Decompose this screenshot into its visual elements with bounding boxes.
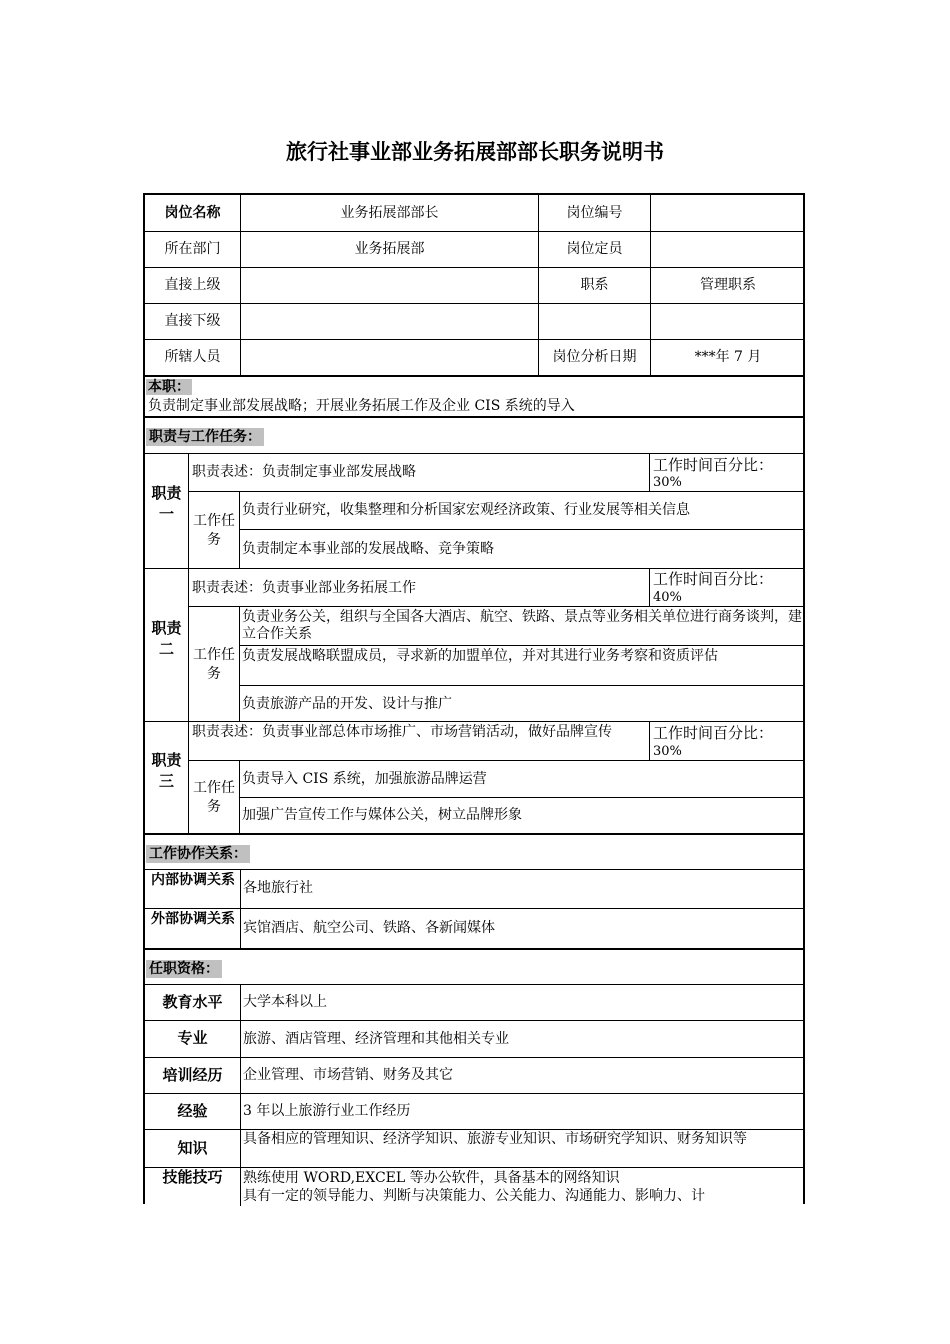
superior-label: 直接上级 — [164, 276, 221, 293]
duties-header: 职责与工作任务： — [146, 428, 264, 446]
analysis-date-value: ***年 7 月 — [694, 348, 762, 365]
education-label: 教育水平 — [162, 992, 223, 1011]
internal-relations-label: 内部协调关系 — [151, 872, 235, 888]
staff-value — [241, 339, 538, 375]
department-label: 所在部门 — [164, 240, 221, 257]
duty-2-task-1: 负责业务公关，组织与全国各大酒店、航空、铁路、景点等业务相关单位进行商务谈判，建立合作关系 — [242, 609, 802, 642]
position-no-label: 岗位编号 — [566, 204, 623, 221]
subordinate-value — [241, 303, 538, 339]
training-label: 培训经历 — [162, 1065, 223, 1084]
duty-1-name: 职责一 — [151, 484, 182, 523]
duty-1-statement: 职责表述：负责制定事业部发展战略 — [192, 464, 416, 480]
external-relations-label: 外部协调关系 — [151, 911, 235, 927]
duty-2-name: 职责二 — [151, 619, 182, 658]
department-value: 业务拓展部 — [354, 240, 425, 257]
subordinate-label: 直接下级 — [164, 312, 221, 329]
summary-text: 负责制定事业部发展战略；开展业务拓展工作及企业 CIS 系统的导入 — [148, 398, 575, 414]
duty-2-statement: 职责表述：负责事业部业务拓展工作 — [192, 580, 416, 596]
duty-1-task-label: 工作任务 — [193, 513, 235, 548]
job-description-table — [143, 193, 805, 1204]
duty-2-task-2: 负责发展战略联盟成员，寻求新的加盟单位，并对其进行业务考察和资质评估 — [242, 648, 718, 664]
staff-label: 所辖人员 — [164, 348, 221, 365]
duty-1-time-label: 工作时间百分比： — [653, 456, 774, 474]
major-label: 专业 — [177, 1029, 208, 1047]
series-value: 管理职系 — [700, 276, 756, 293]
qualifications-header: 任职资格： — [146, 960, 222, 978]
summary-label: 本职： — [148, 379, 190, 395]
knowledge-value: 具备相应的管理知识、经济学知识、旅游专业知识、市场研究学知识、财务知识等 — [243, 1131, 747, 1147]
skills-label: 技能技巧 — [162, 1169, 223, 1186]
duty-3-statement: 职责表述：负责事业部总体市场推广、市场营销活动，做好品牌宣传 — [192, 724, 612, 740]
knowledge-label: 知识 — [177, 1138, 208, 1157]
duty-2-time-value: 40% — [653, 590, 682, 605]
skills-line-2: 具有一定的领导能力、判断与决策能力、公关能力、沟通能力、影响力、计 — [243, 1188, 705, 1204]
experience-value: 3 年以上旅游行业工作经历 — [243, 1103, 411, 1119]
training-value: 企业管理、市场营销、财务及其它 — [243, 1067, 453, 1083]
duty-3-time-label: 工作时间百分比： — [653, 724, 774, 742]
external-relations-value: 宾馆酒店、航空公司、铁路、各新闻媒体 — [243, 920, 495, 936]
document-title: 旅行社事业部业务拓展部部长职务说明书 — [286, 140, 664, 164]
duty-2-time-label: 工作时间百分比： — [653, 570, 774, 588]
experience-label: 经验 — [177, 1101, 208, 1120]
relations-header: 工作协作关系： — [146, 845, 250, 863]
duty-3-task-2: 加强广告宣传工作与媒体公关，树立品牌形象 — [242, 807, 522, 823]
analysis-date-label: 岗位分析日期 — [552, 348, 637, 365]
duty-2-task-label: 工作任务 — [193, 647, 235, 682]
internal-relations-value: 各地旅行社 — [243, 880, 313, 896]
duty-1-task-1: 负责行业研究，收集整理和分析国家宏观经济政策、行业发展等相关信息 — [242, 502, 690, 518]
headcount-label: 岗位定员 — [566, 240, 623, 257]
position-name-label: 岗位名称 — [164, 204, 221, 221]
duty-1-task-2: 负责制定本事业部的发展战略、竞争策略 — [242, 541, 494, 557]
major-value: 旅游、酒店管理、经济管理和其他相关专业 — [243, 1031, 509, 1047]
skills-line-1: 熟练使用 WORD,EXCEL 等办公软件，具备基本的网络知识 — [243, 1170, 620, 1186]
position-no-value — [651, 195, 805, 231]
headcount-value — [651, 231, 805, 267]
series-label: 职系 — [580, 276, 609, 293]
duty-3-task-1: 负责导入 CIS 系统，加强旅游品牌运营 — [242, 771, 487, 787]
duty-3-task-label: 工作任务 — [193, 780, 235, 815]
duty-1-time-value: 30% — [653, 475, 682, 490]
position-name-value: 业务拓展部部长 — [340, 204, 439, 221]
duty-3-name: 职责三 — [151, 751, 182, 790]
superior-value — [241, 267, 538, 303]
duty-2-task-3: 负责旅游产品的开发、设计与推广 — [242, 696, 452, 712]
duty-3-time-value: 30% — [653, 744, 682, 759]
education-value: 大学本科以上 — [243, 994, 327, 1010]
